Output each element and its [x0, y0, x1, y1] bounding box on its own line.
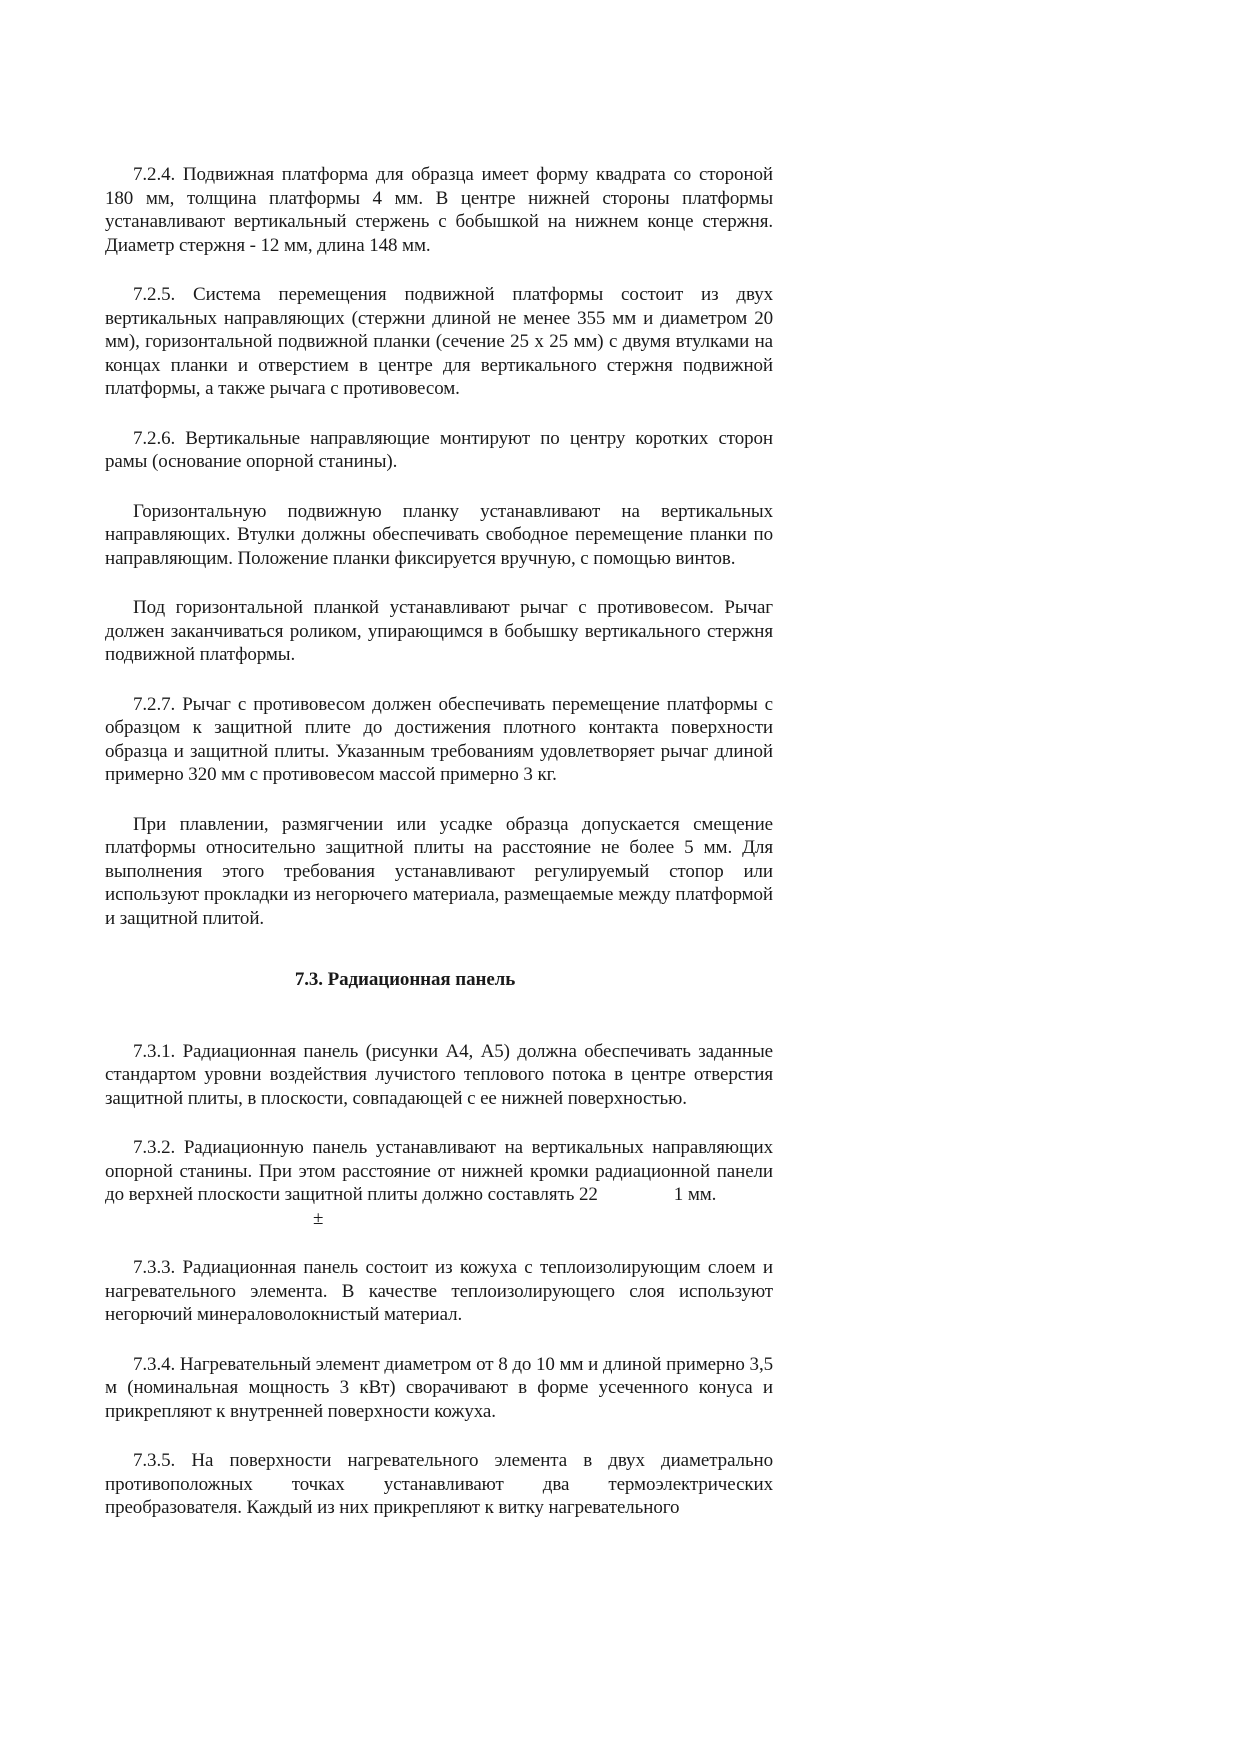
paragraph-7-3-2-tail: 1 мм.	[673, 1184, 717, 1205]
paragraph-7-3-2-text: 7.3.2. Радиационную панель устанавливают на вертикальных направляющих опорной станины. При этом расстояние от нижней кромки радиационной панели до верхней плоскости защитной плиты должно составлять 22	[105, 1137, 773, 1205]
paragraph-lever-counterweight: Под горизонтальной планкой устанавливают рычаг с противовесом. Рычаг должен заканчиваться роликом, упирающимся в бобышку вертикального стержня подвижной платформы.	[105, 597, 773, 665]
section-heading-7-3: 7.3. Радиационная панель	[294, 969, 516, 990]
paragraph-7-2-6: 7.2.6. Вертикальные направляющие монтируют по центру коротких сторон рамы (основание опорной станины).	[105, 427, 773, 472]
paragraph-7-3-3: 7.3.3. Радиационная панель состоит из кожуха с теплоизолирующим слоем и нагревательного элемента. В качестве теплоизолирующего слоя используют негорючий минераловолокнистый материал.	[105, 1257, 773, 1325]
paragraph-7-2-4: 7.2.4. Подвижная платформа для образца имеет форму квадрата со стороной 180 мм, толщина платформы 4 мм. В центре нижней стороны платформы устанавливают вертикальный стержень с бобышкой на нижнем конце стержня. Диаметр стержня - 12 мм, длина 148 мм.	[105, 164, 773, 256]
paragraph-melting-allowance: При плавлении, размягчении или усадке образца допускается смещение платформы относительно защитной плиты на расстояние не более 5 мм. Для выполнения этого требования устанавливают регулируемый стопор или используют прокладки из негорючего материала, размещаемые между платформой и защитной плитой.	[105, 813, 773, 929]
paragraph-7-2-7: 7.2.7. Рычаг с противовесом должен обеспечивать перемещение платформы с образцом к защитной плите до достижения плотного контакта поверхности образца и защитной плиты. Указанным требованиям удовлетворяет рычаг длиной примерно 320 мм с противовесом массой примерно 3 кг.	[105, 693, 773, 785]
paragraph-7-2-5: 7.2.5. Система перемещения подвижной платформы состоит из двух вертикальных направляющих (стержни длиной не менее 355 мм и диаметром 20 мм), горизонтальной подвижной планки (сечение 25 х 25 мм) с двумя втулками на концах планки и отверстием в центре для вертикального стержня подвижной платформы, а также рычага с противовесом.	[105, 284, 773, 399]
document-text-column	[105, 163, 773, 1546]
paragraph-7-3-2	[105, 1136, 773, 1230]
plus-minus-symbol: ±	[313, 1207, 324, 1229]
paragraph-7-3-5: 7.3.5. На поверхности нагревательного элемента в двух диаметрально противоположных точках устанавливают два термоэлектрических преобразователя. Каждый из них прикрепляют к витку нагревательного	[105, 1450, 773, 1518]
paragraph-7-3-4: 7.3.4. Нагревательный элемент диаметром от 8 до 10 мм и длиной примерно 3,5 м (номинальная мощность 3 кВт) сворачивают в форме усеченного конуса и прикрепляют к внутренней поверхности кожуха.	[105, 1353, 773, 1422]
paragraph-7-3-1: 7.3.1. Радиационная панель (рисунки А4, А5) должна обеспечивать заданные стандартом уровни воздействия лучистого теплового потока в центре отверстия защитной плиты, в плоскости, совпадающей с ее нижней поверхностью.	[105, 1040, 773, 1109]
paragraph-horizontal-plank: Горизонтальную подвижную планку устанавливают на вертикальных направляющих. Втулки должны обеспечивать свободное перемещение планки по направляющим. Положение планки фиксируется вручную, с помощью винтов.	[105, 500, 773, 569]
